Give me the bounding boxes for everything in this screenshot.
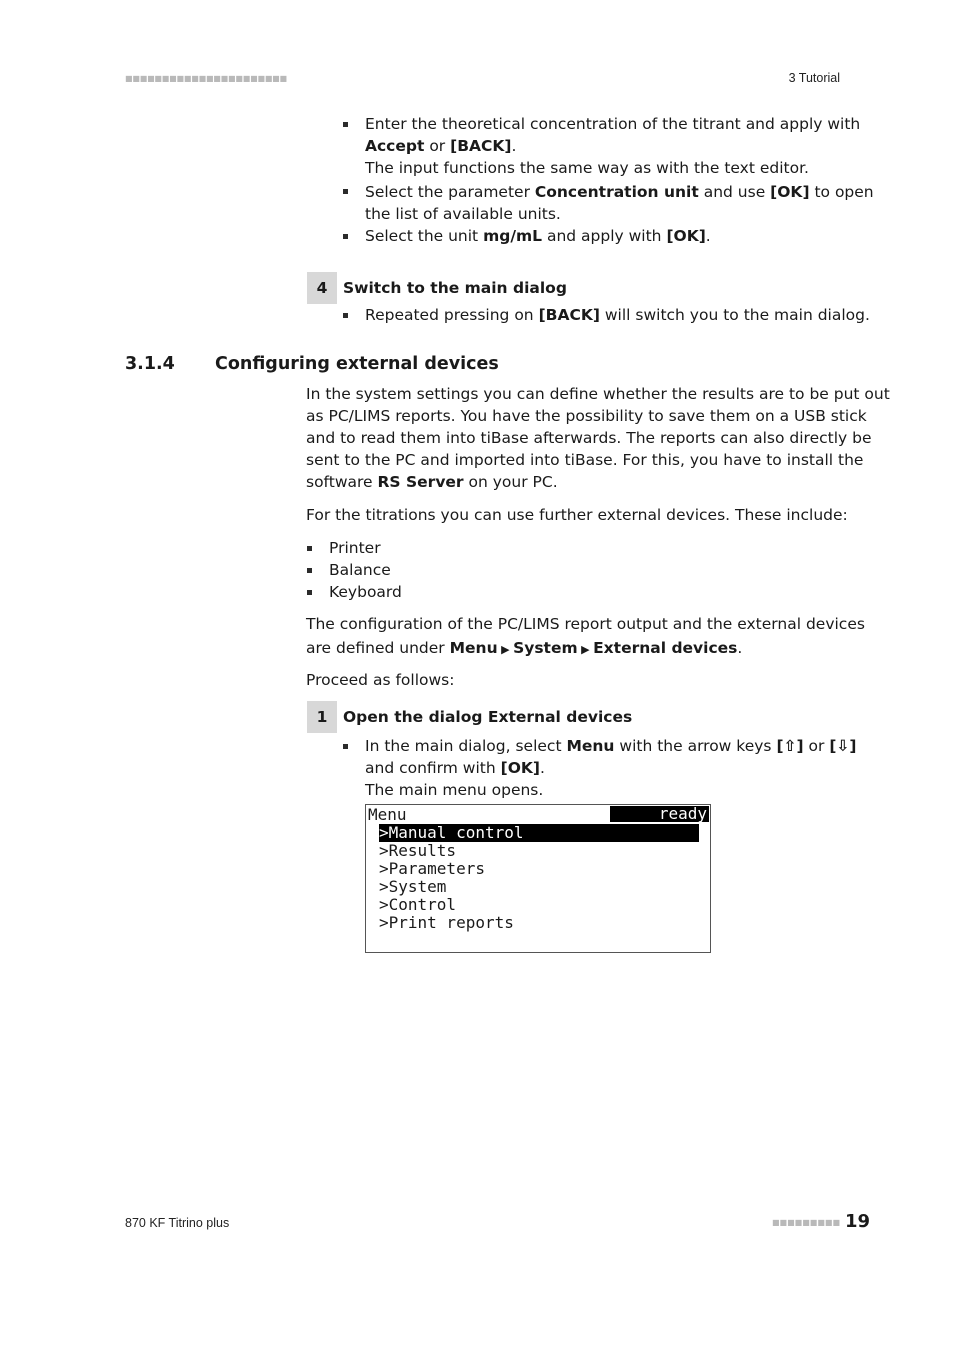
screen-menu-item: >Manual control — [379, 824, 699, 842]
bullet — [343, 234, 348, 239]
screen-menu-item: >Print reports — [379, 913, 514, 932]
arrow-down-key: [⇩] — [829, 737, 857, 755]
bullet — [343, 122, 348, 127]
bullet-text-1: Enter the theoretical concentration of the titrant and apply with Accept or [BACK]. The input functions the same way as with the text editor. — [365, 115, 861, 177]
bullet — [307, 568, 312, 573]
intro-paragraph: In the system settings you can define whether the results are to be put out as PC/LIMS reports. You have the possibility to save them on a USB stick and to read them into tiBase afterwards. The reports can also directly be sent to the PC and imported into tiBase. For this, you have to install the software RS Server on your PC. — [306, 385, 890, 491]
step-number-badge: 4 — [307, 272, 337, 304]
device-item: Balance — [329, 561, 391, 579]
screen-title: Menu — [368, 805, 407, 824]
chapter-label: 3 Tutorial — [788, 71, 840, 85]
step4-bullet-text: Repeated pressing on [BACK] will switch you to the main dialog. — [365, 306, 870, 324]
step-title: Open the dialog External devices — [343, 708, 633, 726]
device-item: Printer — [329, 539, 381, 557]
proceed-text: Proceed as follows: — [306, 671, 455, 689]
screen-menu-item: >Results — [379, 841, 457, 860]
screen-status: ready — [610, 806, 709, 822]
header-decoration: ■■■■■■■■■■■■■■■■■■■■■■ — [125, 74, 287, 83]
bullet-text-3: Select the unit mg/mL and apply with [OK]. — [365, 227, 711, 245]
arrow-up-key: [⇧] — [776, 737, 804, 755]
bullet — [307, 590, 312, 595]
footer-decoration: ■■■■■■■■■ — [772, 1218, 841, 1227]
arrow-right-icon: ▶ — [497, 643, 514, 656]
devices-intro: For the titrations you can use further external devices. These include: — [306, 506, 848, 524]
bullet — [343, 744, 348, 749]
step1-bullet-text: In the main dialog, select Menu with the arrow keys [⇧] or [⇩] and confirm with [OK]. The main menu opens. — [365, 737, 857, 799]
device-item: Keyboard — [329, 583, 402, 601]
config-paragraph: The configuration of the PC/LIMS report output and the external devices are defined under Menu ▶ System ▶ External devices. — [306, 615, 865, 657]
screen-menu-item: >Control — [379, 895, 457, 914]
step-title: Switch to the main dialog — [343, 279, 567, 297]
arrow-right-icon: ▶ — [577, 643, 594, 656]
page-number: 19 — [845, 1211, 871, 1232]
section-number: 3.1.4 — [125, 354, 175, 374]
bullet — [307, 546, 312, 551]
bullet — [343, 189, 348, 194]
screen-menu-item: >System — [379, 877, 447, 896]
bullet — [343, 313, 348, 318]
screen-menu-item: >Parameters — [379, 859, 485, 878]
section-title: Configuring external devices — [215, 354, 499, 374]
bullet-text-2: Select the parameter Concentration unit and use [OK] to open the list of available units. — [365, 183, 874, 223]
product-name: 870 KF Titrino plus — [125, 1216, 230, 1230]
device-screen — [365, 804, 711, 953]
step-number-badge: 1 — [307, 701, 337, 733]
